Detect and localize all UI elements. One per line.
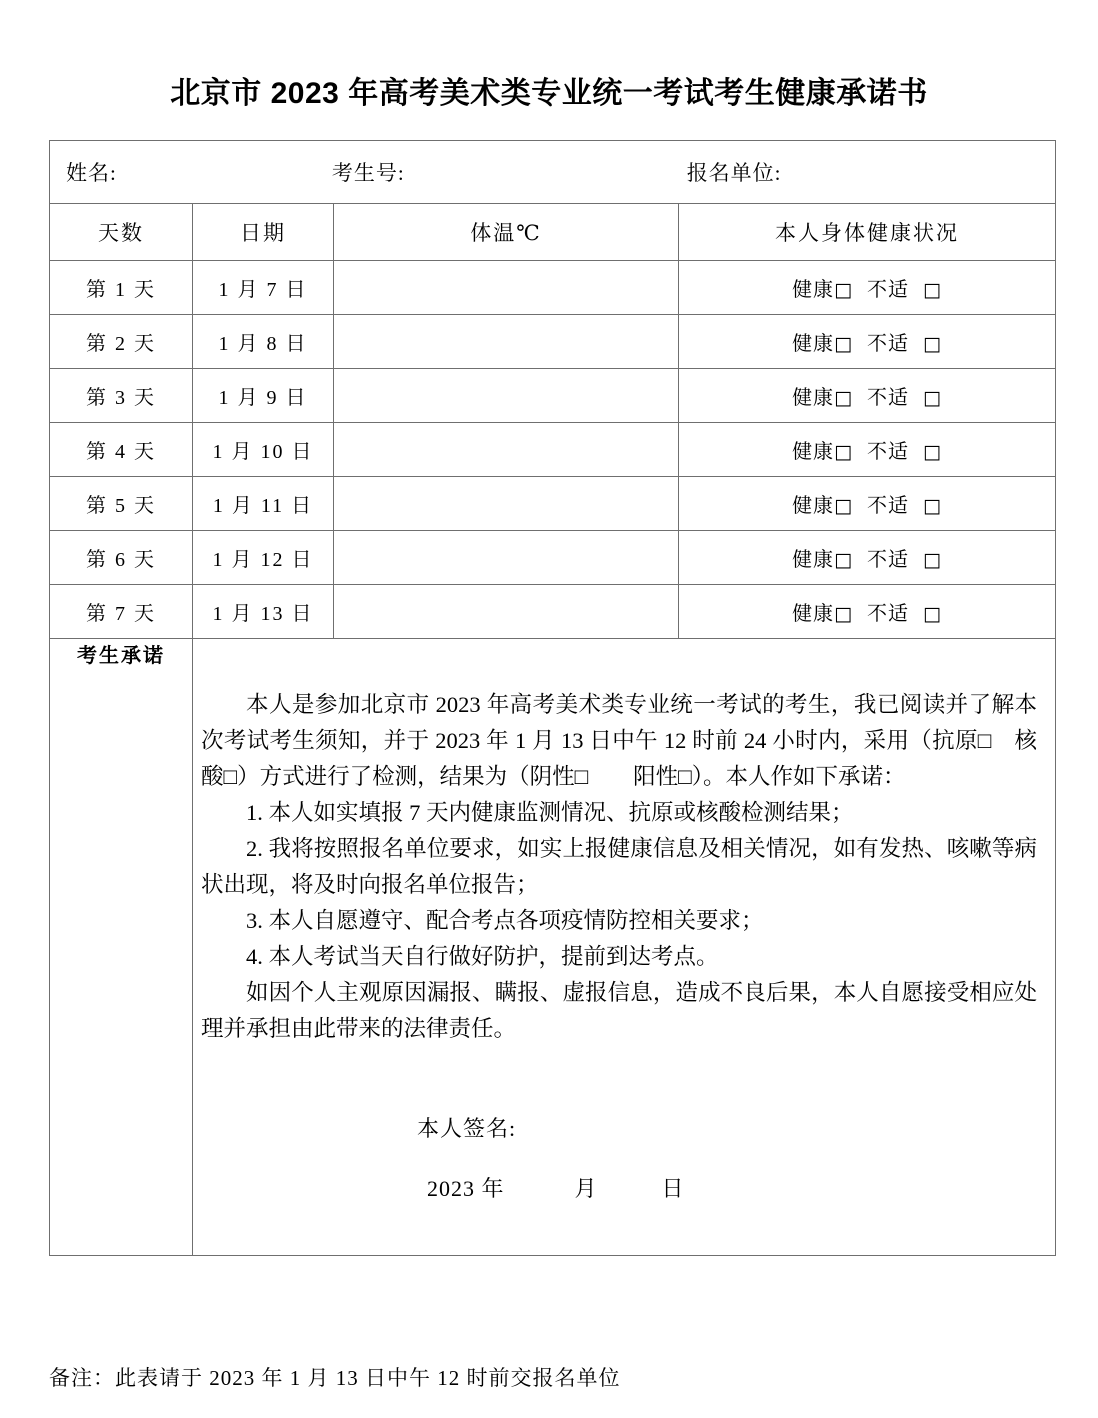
signature-year: 2023 年 <box>427 1176 505 1201</box>
pledge-item-1: 1. 本人如实填报 7 天内健康监测情况、抗原或核酸检测结果； <box>246 800 854 825</box>
unwell-option-label: 不适 <box>867 495 910 517</box>
signature-date-line[interactable] <box>209 1167 1037 1211</box>
pledge-row <box>50 639 1056 1256</box>
health-status-cell[interactable] <box>679 585 1056 639</box>
identity-row <box>50 141 1056 204</box>
date-label: 1 月 9 日 <box>193 369 334 423</box>
unwell-option-label: 不适 <box>867 441 910 463</box>
unwell-checkbox[interactable]: □ <box>923 441 942 463</box>
healthy-option-label: 健康 <box>792 603 835 625</box>
healthy-option-label: 健康 <box>792 441 835 463</box>
pledge-item-3: 3. 本人自愿遵守、配合考点各项疫情防控相关要求； <box>246 908 764 933</box>
healthy-option-label: 健康 <box>792 333 835 355</box>
healthy-checkbox[interactable]: □ <box>834 279 854 301</box>
signature-area <box>201 1107 1037 1211</box>
column-header-health-status: 本人身体健康状况 <box>679 204 1056 261</box>
exam-number-label: 考生号: <box>331 161 405 185</box>
day-label: 第 6 天 <box>50 531 193 585</box>
unwell-option-label: 不适 <box>867 603 910 625</box>
signature-label[interactable]: 本人签名: <box>417 1116 517 1141</box>
table-row <box>50 369 1056 423</box>
day-label: 第 4 天 <box>50 423 193 477</box>
day-label: 第 5 天 <box>50 477 193 531</box>
health-status-cell[interactable] <box>679 315 1056 369</box>
unwell-checkbox[interactable]: □ <box>923 603 942 625</box>
pledge-closing-paragraph: 如因个人主观原因漏报、瞒报、虚报信息，造成不良后果，本人自愿接受相应处理并承担由此带来的法律责任。 <box>201 980 1038 1041</box>
healthy-option-label: 健康 <box>792 279 835 301</box>
column-header-temperature: 体温℃ <box>334 204 679 261</box>
health-status-cell[interactable] <box>679 531 1056 585</box>
column-header-day: 天数 <box>50 204 193 261</box>
unwell-checkbox[interactable]: □ <box>923 279 942 301</box>
health-status-cell[interactable] <box>679 477 1056 531</box>
date-label: 1 月 11 日 <box>193 477 334 531</box>
pledge-section-label: 考生承诺 <box>50 639 193 1256</box>
pledge-intro-paragraph: 本人是参加北京市 2023 年高考美术类专业统一考试的考生，我已阅读并了解本次考试考生须知，并于 2023 年 1 月 13 日中午 12 时前 24 小时内，采用（抗原□ 核酸□）方式进行了检测，结果为（阴性□ 阳性□）。本人作如下承诺： <box>201 692 1038 789</box>
page-title: 北京市 2023 年高考美术类专业统一考试考生健康承诺书 <box>170 77 928 110</box>
day-label: 第 7 天 <box>50 585 193 639</box>
healthy-option-label: 健康 <box>792 495 835 517</box>
date-label: 1 月 8 日 <box>193 315 334 369</box>
healthy-checkbox[interactable]: □ <box>834 495 854 517</box>
table-row <box>50 531 1056 585</box>
healthy-checkbox[interactable]: □ <box>834 333 854 355</box>
health-declaration-table <box>49 140 1056 1256</box>
date-label: 1 月 10 日 <box>193 423 334 477</box>
day-label: 第 3 天 <box>50 369 193 423</box>
table-row <box>50 315 1056 369</box>
footer-note: 备注：此表请于 2023 年 1 月 13 日中午 12 时前交报名单位 <box>49 1366 621 1390</box>
unwell-option-label: 不适 <box>867 279 910 301</box>
health-status-cell[interactable] <box>679 261 1056 315</box>
column-header-date: 日期 <box>193 204 334 261</box>
registration-unit-label: 报名单位: <box>686 161 782 185</box>
unwell-checkbox[interactable]: □ <box>923 333 942 355</box>
healthy-option-label: 健康 <box>792 549 835 571</box>
pledge-item-2: 2. 我将按照报名单位要求，如实上报健康信息及相关情况，如有发热、咳嗽等病状出现，将及时向报名单位报告； <box>201 836 1038 897</box>
table-row <box>50 477 1056 531</box>
pledge-text-block <box>193 639 1055 1255</box>
healthy-checkbox[interactable]: □ <box>834 387 854 409</box>
healthy-checkbox[interactable]: □ <box>834 441 854 463</box>
pledge-bottom-spacer <box>201 1211 1037 1255</box>
unwell-option-label: 不适 <box>867 549 910 571</box>
temperature-input-cell[interactable] <box>334 369 679 423</box>
temperature-input-cell[interactable] <box>334 531 679 585</box>
table-row <box>50 585 1056 639</box>
temperature-input-cell[interactable] <box>334 315 679 369</box>
unwell-option-label: 不适 <box>867 387 910 409</box>
unwell-checkbox[interactable]: □ <box>923 549 942 571</box>
temperature-input-cell[interactable] <box>334 423 679 477</box>
date-label: 1 月 12 日 <box>193 531 334 585</box>
health-status-cell[interactable] <box>679 369 1056 423</box>
signature-month: 月 <box>574 1176 598 1201</box>
table-row <box>50 423 1056 477</box>
table-row <box>50 261 1056 315</box>
temperature-input-cell[interactable] <box>334 261 679 315</box>
date-label: 1 月 13 日 <box>193 585 334 639</box>
table-header-row <box>50 204 1056 261</box>
pledge-item-4: 4. 本人考试当天自行做好防护，提前到达考点。 <box>246 944 719 969</box>
unwell-option-label: 不适 <box>867 333 910 355</box>
pledge-body-cell <box>193 639 1056 1256</box>
healthy-option-label: 健康 <box>792 387 835 409</box>
temperature-input-cell[interactable] <box>334 477 679 531</box>
healthy-checkbox[interactable]: □ <box>834 603 854 625</box>
unwell-checkbox[interactable]: □ <box>923 387 942 409</box>
temperature-input-cell[interactable] <box>334 585 679 639</box>
signature-day: 日 <box>661 1176 685 1201</box>
identity-cell <box>50 141 1056 204</box>
day-label: 第 1 天 <box>50 261 193 315</box>
unwell-checkbox[interactable]: □ <box>923 495 942 517</box>
healthy-checkbox[interactable]: □ <box>834 549 854 571</box>
date-label: 1 月 7 日 <box>193 261 334 315</box>
health-status-cell[interactable] <box>679 423 1056 477</box>
day-label: 第 2 天 <box>50 315 193 369</box>
name-label: 姓名: <box>66 161 117 185</box>
